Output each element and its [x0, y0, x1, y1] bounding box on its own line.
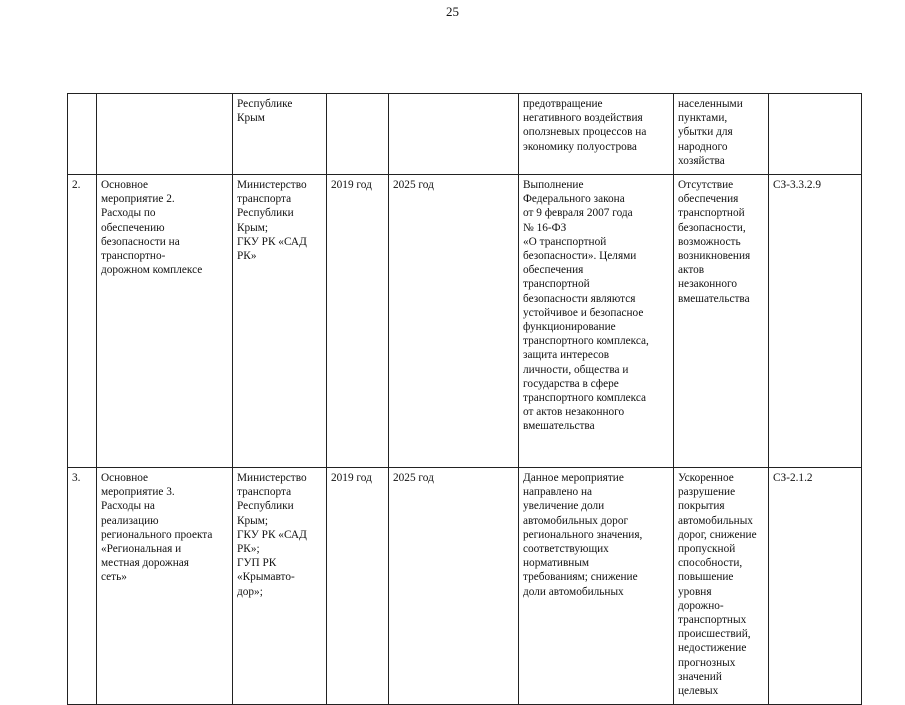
cell-consequences: Отсутствие обеспечения транспортной безопасности, возможность возникновения актов незаконного вмешательства — [674, 175, 769, 468]
cell-consequences: населенными пунктами, убытки для народного хозяйства — [674, 94, 769, 175]
cell-consequences: Ускоренное разрушение покрытия автомобильных дорог, снижение пропускной способности, повышение уровня дорожно-транспортных происшествий, недостижение прогнозных значений целевых — [674, 468, 769, 705]
table-row — [68, 94, 862, 175]
cell-end-year: 2025 год — [389, 175, 519, 468]
cell-indicator: СЗ-3.3.2.9 — [769, 175, 862, 468]
cell-start-year: 2019 год — [327, 175, 389, 468]
cell-executor: Министерство транспорта Республики Крым; ГКУ РК «САД РК»; ГУП РК «Крымавто- дор»; — [233, 468, 327, 705]
cell-expected-result: Выполнение Федерального закона от 9 февраля 2007 года № 16-ФЗ «О транспортной безопасности». Целями обеспечения транспортной безопасности являются устойчивое и безопасное функционирование транспортного комплекса, защита интересов личности, общества и государства в сфере транспортного комплекса от актов незаконного вмешательства — [519, 175, 674, 468]
cell-start-year: 2019 год — [327, 468, 389, 705]
cell-number: 2. — [68, 175, 97, 468]
cell-executor: Министерство транспорта Республики Крым; ГКУ РК «САД РК» — [233, 175, 327, 468]
cell-number — [68, 94, 97, 175]
cell-end-year: 2025 год — [389, 468, 519, 705]
cell-measure-name: Основное мероприятие 2. Расходы по обеспечению безопасности на транспортно- дорожном комплексе — [97, 175, 233, 468]
cell-measure-name — [97, 94, 233, 175]
table-row — [68, 175, 862, 468]
cell-executor: Республике Крым — [233, 94, 327, 175]
cell-indicator — [769, 94, 862, 175]
cell-indicator: СЗ-2.1.2 — [769, 468, 862, 705]
cell-end-year — [389, 94, 519, 175]
cell-expected-result: предотвращение негативного воздействия оползневых процессов на экономику полуострова — [519, 94, 674, 175]
cell-expected-result: Данное мероприятие направлено на увеличение доли автомобильных дорог регионального значения, соответствующих нормативным требованиям; снижение доли автомобильных — [519, 468, 674, 705]
cell-start-year — [327, 94, 389, 175]
measures-table — [67, 93, 862, 705]
cell-number: 3. — [68, 468, 97, 705]
cell-measure-name: Основное мероприятие 3. Расходы на реализацию регионального проекта «Региональная и местная дорожная сеть» — [97, 468, 233, 705]
page-number: 25 — [446, 4, 459, 19]
table-row — [68, 468, 862, 705]
